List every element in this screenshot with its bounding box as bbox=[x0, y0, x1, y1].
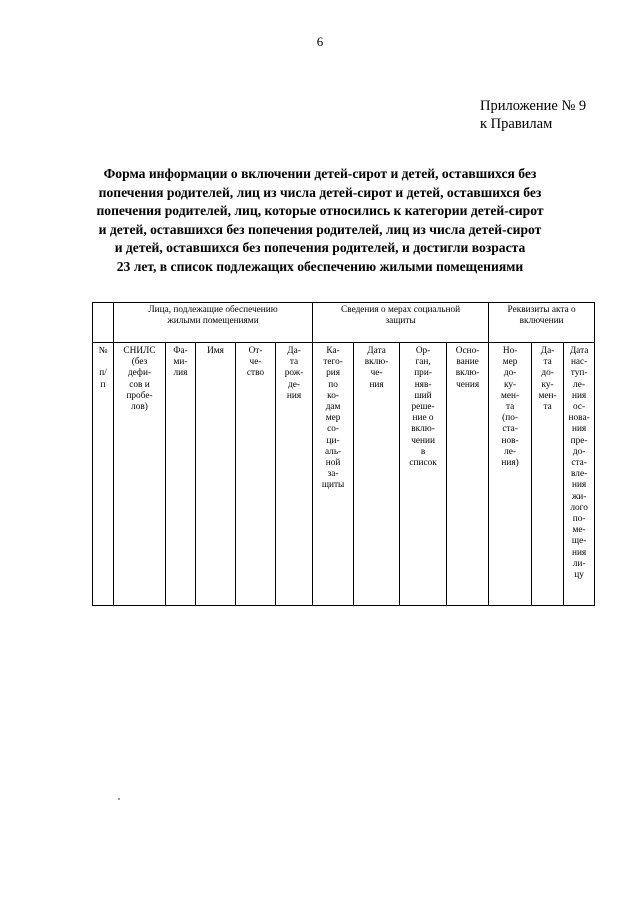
column-header-label: Да- та до- ку- мен- та bbox=[538, 346, 557, 413]
title-line: Форма информации о включении детей-сирот и детей, оставшихся без bbox=[103, 166, 537, 181]
column-header-label: Фа- ми- лия bbox=[173, 346, 188, 379]
column-header-label: Да- та рож- де- ния bbox=[284, 346, 304, 401]
column-header-label: Дата нас- туп- ле- ния ос- нова- ния пре- до- ста- вле- ния жи- лого по- ме- ще- ния ли- цу bbox=[568, 346, 590, 581]
group-header-persons bbox=[114, 303, 313, 343]
group-header-label: Сведения о мерах социальной защиты bbox=[341, 305, 461, 327]
column-header-snils bbox=[114, 343, 166, 606]
column-header-document-date bbox=[532, 343, 564, 606]
appendix-line-1: Приложение № 9 bbox=[480, 98, 587, 114]
appendix-reference bbox=[480, 97, 586, 133]
column-header-category bbox=[313, 343, 354, 606]
column-header-label: Имя bbox=[207, 346, 224, 356]
column-header-label: От- че- ство bbox=[246, 346, 265, 379]
title-line: и детей, оставшихся без попечения родителей, лиц из числа детей-сирот bbox=[98, 221, 542, 237]
form-title bbox=[80, 165, 560, 277]
column-header-first-name bbox=[196, 343, 236, 606]
table-column-header-row bbox=[93, 343, 595, 606]
table-corner-cell bbox=[93, 303, 114, 343]
column-header-label: Но- мер до- ку- мен- та (по- ста- нов- ле- ния) bbox=[501, 346, 520, 469]
column-header-number bbox=[93, 343, 114, 606]
appendix-line-2: к Правилам bbox=[480, 116, 553, 132]
group-header-act-details bbox=[489, 303, 595, 343]
column-header-provision-date bbox=[564, 343, 595, 606]
column-header-authority bbox=[400, 343, 447, 606]
column-header-label: Осно- вание вклю- чения bbox=[455, 346, 480, 390]
column-header-label: Дата вклю- че- ния bbox=[364, 346, 389, 390]
page-number: 6 bbox=[316, 34, 324, 49]
column-header-label: Ка- тего- рия по ко- дам мер со- ци- аль- ной за- щиты bbox=[321, 346, 345, 491]
scan-speck bbox=[118, 798, 120, 800]
column-header-surname bbox=[166, 343, 196, 606]
table-group-header-row bbox=[93, 303, 595, 343]
column-header-inclusion-basis bbox=[447, 343, 489, 606]
group-header-label: Лица, подлежащие обеспечению жилыми помещениями bbox=[148, 305, 278, 327]
column-header-label: СНИЛС (без дефи- сов и пробе- лов) bbox=[123, 346, 156, 413]
group-header-social-protection bbox=[313, 303, 489, 343]
column-header-label: Ор- ган, при- няв- ший реше- ние о вклю- чении в список bbox=[409, 346, 437, 469]
column-header-inclusion-date bbox=[354, 343, 400, 606]
title-line: попечения родителей, лиц, которые относились к категории детей-сирот bbox=[96, 203, 544, 219]
column-header-patronymic bbox=[236, 343, 276, 606]
column-header-document-number bbox=[489, 343, 532, 606]
group-header-label: Реквизиты акта о включении bbox=[507, 305, 576, 327]
column-header-label: № п/ п bbox=[98, 346, 108, 390]
inclusion-form-table bbox=[92, 302, 595, 606]
title-line: 23 лет, в список подлежащих обеспечению жилыми помещениями bbox=[116, 258, 524, 274]
title-line: попечения родителей, лиц из числа детей-сирот и детей, оставшихся без bbox=[98, 184, 542, 200]
title-line: и детей, оставшихся без попечения родителей, и достигли возраста bbox=[114, 240, 526, 256]
column-header-birth-date bbox=[276, 343, 313, 606]
